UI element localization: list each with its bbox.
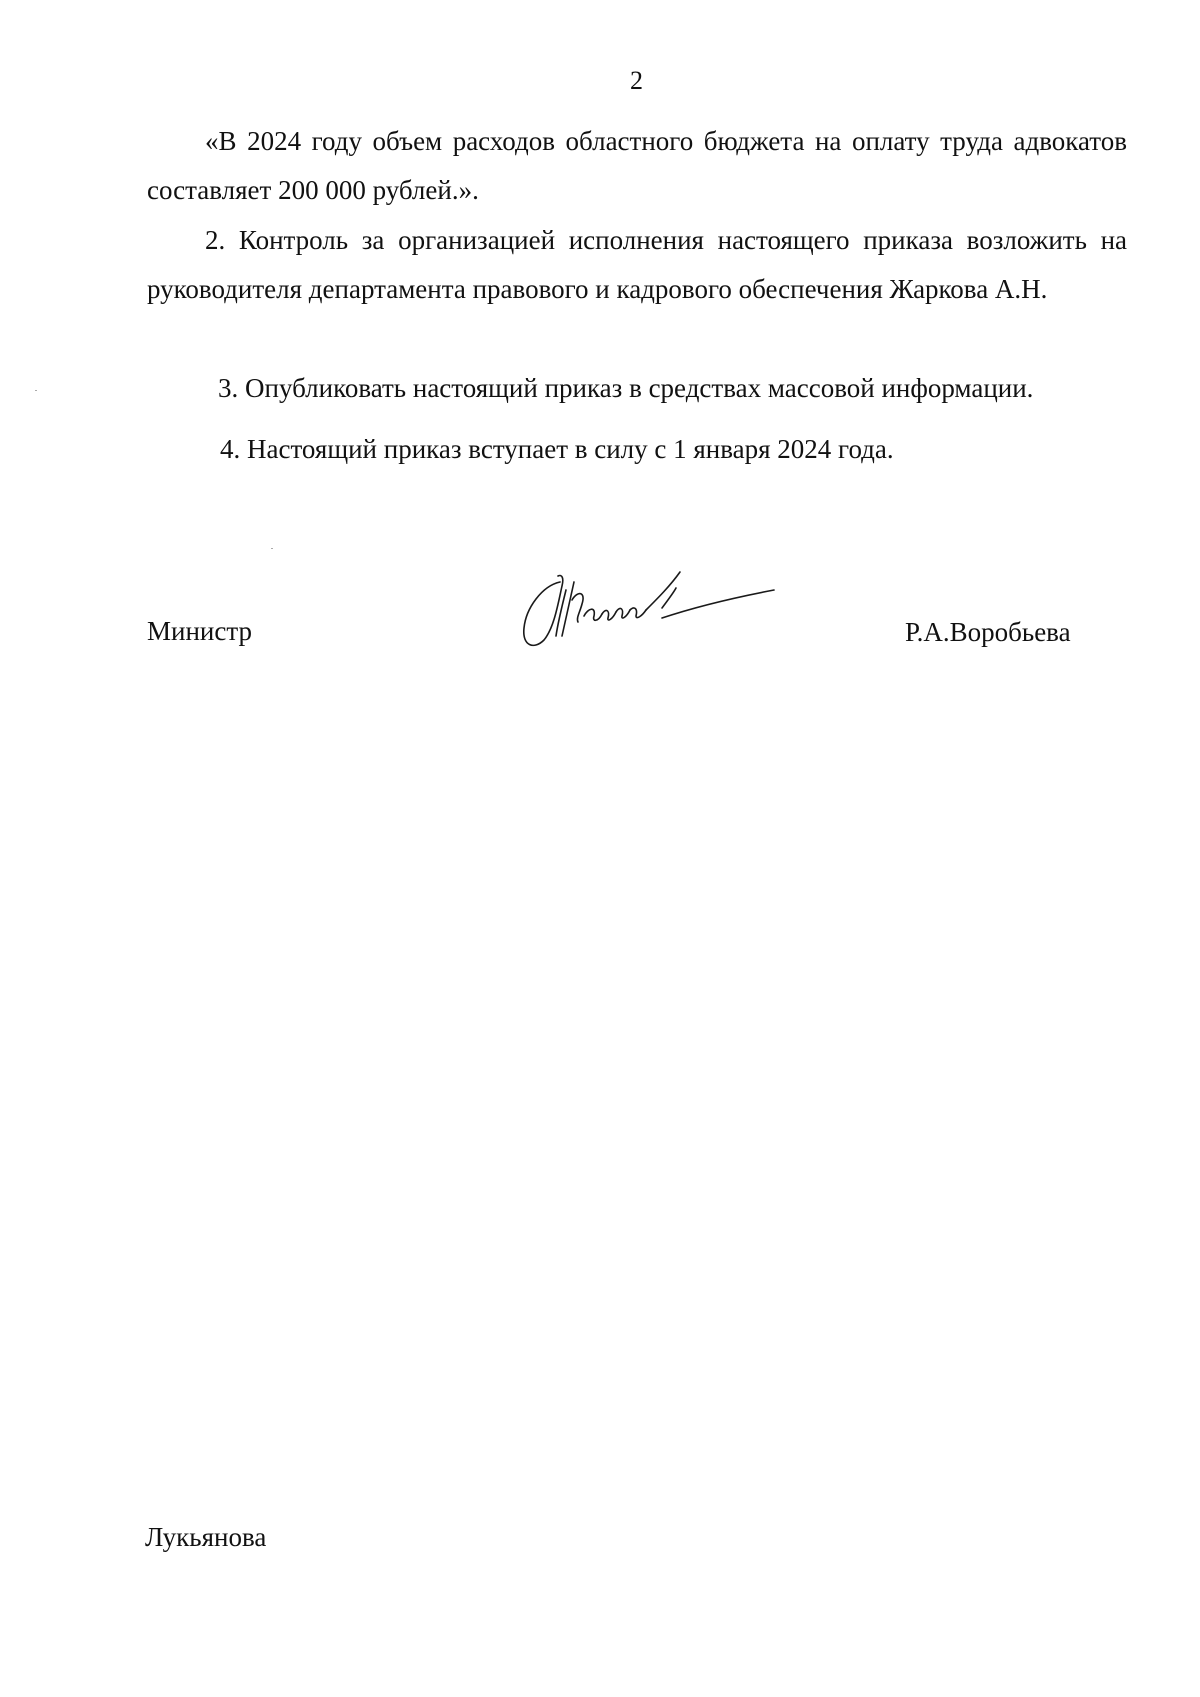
page-number: 2	[630, 66, 643, 95]
scan-speck	[271, 548, 273, 549]
paragraph-publication: 3. Опубликовать настоящий приказ в средствах массовой информации.	[218, 373, 1034, 403]
scan-speck	[35, 390, 37, 391]
paragraph-effective-date: 4. Настоящий приказ вступает в силу с 1 января 2024 года.	[220, 434, 894, 464]
handwritten-signature	[512, 560, 782, 660]
signatory-title: Министр	[147, 616, 252, 646]
signatory-name: Р.А.Воробьева	[905, 617, 1071, 647]
paragraph-control-assignment: 2. Контроль за организацией исполнения настоящего приказа возложить на руководителя департамента правового и кадрового обеспечения Жаркова А.Н.	[147, 225, 1127, 304]
paragraph-budget-amendment: «В 2024 году объем расходов областного бюджета на оплату труда адвокатов составляет 200 000 рублей.».	[147, 126, 1127, 205]
executor-name: Лукьянова	[145, 1522, 267, 1552]
